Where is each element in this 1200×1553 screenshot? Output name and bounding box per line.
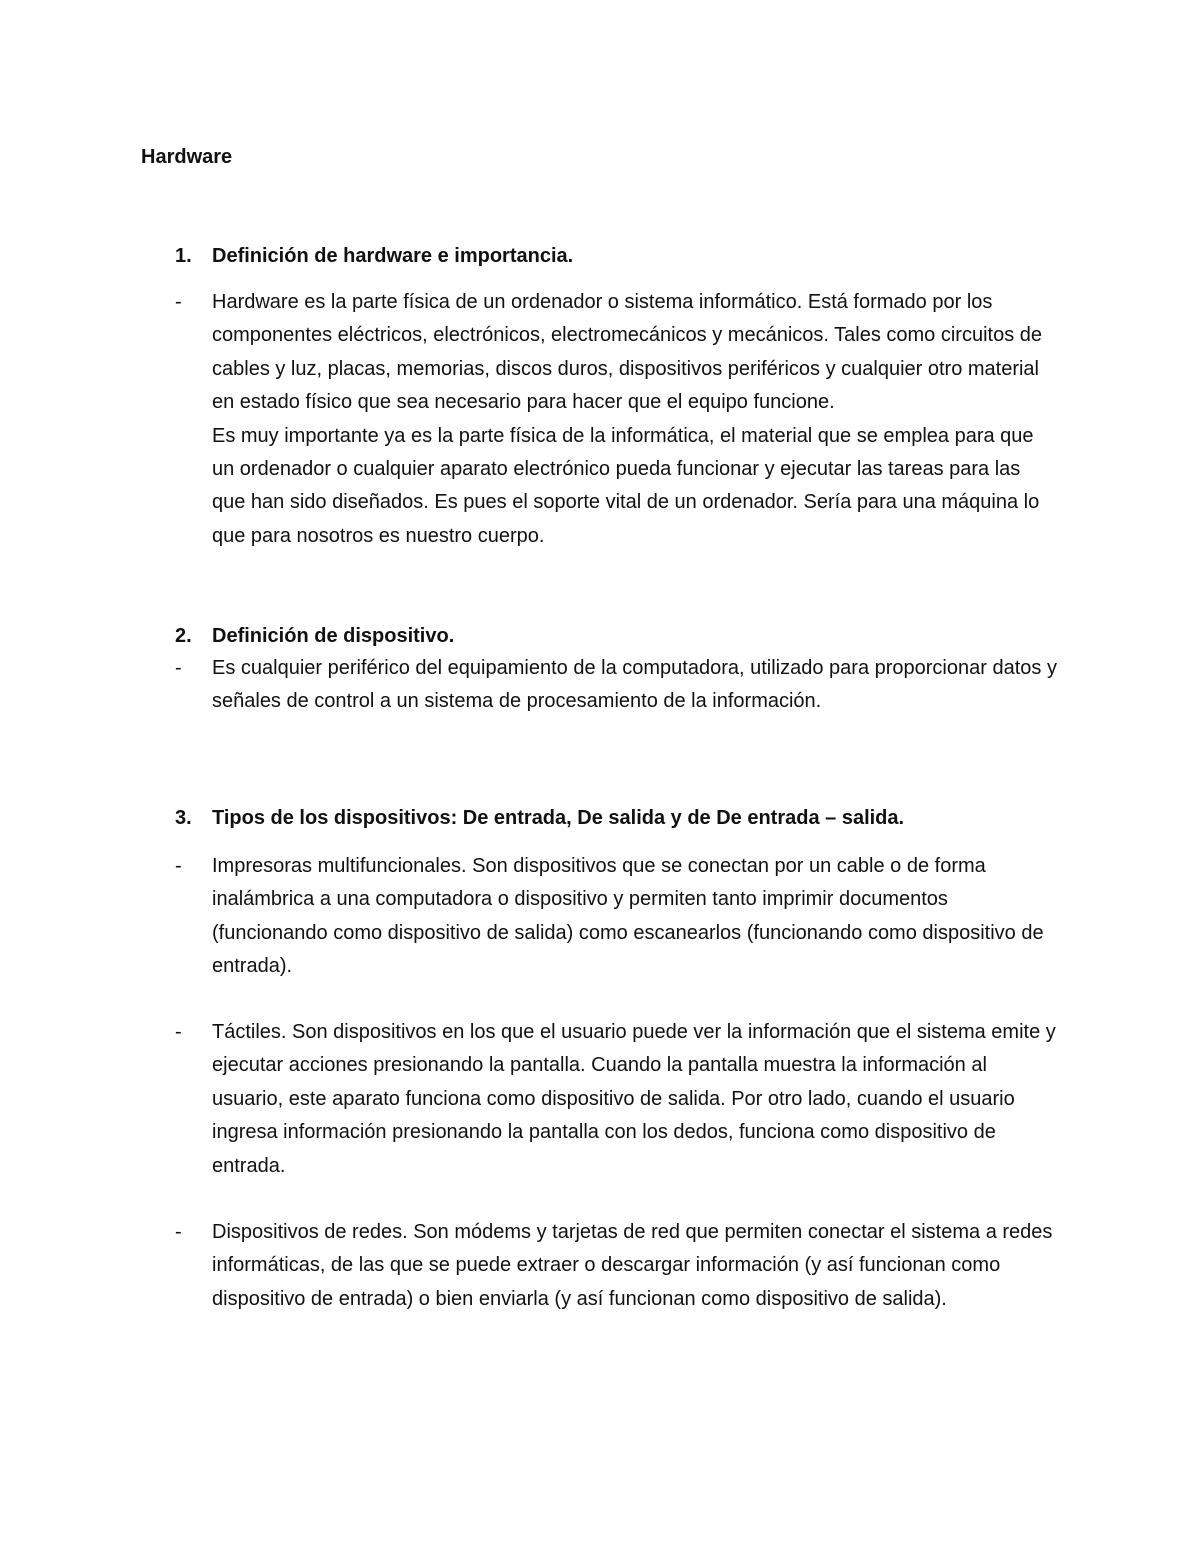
list-item-text (212, 652, 1057, 719)
document-title: Hardware (141, 146, 233, 168)
list-marker: - (175, 1021, 182, 1043)
list-item-text (212, 286, 1057, 553)
list-marker: - (175, 1221, 182, 1243)
paragraph: Dispositivos de redes. Son módems y tarjetas de red que permiten conectar el sistema a redes informáticas, de las que se puede extraer o descargar información (y así funcionan como dispositivo de entrada) o bien enviarla (y así funcionan como dispositivo de salida). (212, 1221, 1053, 1310)
list-item (175, 286, 1075, 553)
list-item-text (212, 1216, 1057, 1316)
list-marker: - (175, 855, 182, 877)
list-item (175, 652, 1075, 719)
list-item (175, 1216, 1075, 1316)
list-marker: - (175, 657, 182, 679)
section-heading-text: Tipos de los dispositivos: De entrada, De salida y de De entrada – salida. (212, 807, 905, 829)
section-number: 3. (175, 807, 192, 829)
paragraph: Es muy importante ya es la parte física de la informática, el material que se emplea para que un ordenador o cualquier aparato electrónico pueda funcionar y ejecutar las tareas para las que han sido diseñados. Es pues el soporte vital de un ordenador. Sería para una máquina lo que para nosotros es nuestro cuerpo. (212, 424, 1040, 547)
section-heading-text: Definición de dispositivo. (212, 625, 455, 647)
section-number: 2. (175, 625, 192, 647)
paragraph: Es cualquier periférico del equipamiento de la computadora, utilizado para proporcionar datos y señales de control a un sistema de procesamiento de la información. (212, 657, 1057, 713)
section-heading-text: Definición de hardware e importancia. (212, 245, 574, 267)
list-marker: - (175, 291, 182, 313)
list-item-text (212, 1016, 1057, 1183)
list-item (175, 1016, 1075, 1183)
list-item (175, 850, 1075, 984)
list-item-text (212, 850, 1057, 984)
section-number: 1. (175, 245, 192, 267)
paragraph: Impresoras multifuncionales. Son dispositivos que se conectan por un cable o de forma inalámbrica a una computadora o dispositivo y permiten tanto imprimir documentos (funcionando como dispositivo de salida) como escanearlos (funcionando como dispositivo de entrada). (212, 855, 1044, 978)
paragraph: Hardware es la parte física de un ordenador o sistema informático. Está formado por los componentes eléctricos, electrónicos, electromecánicos y mecánicos. Tales como circuitos de cables y luz, placas, memorias, discos duros, dispositivos periféricos y cualquier otro material en estado físico que sea necesario para hacer que el equipo funcione. (212, 291, 1042, 414)
paragraph: Táctiles. Son dispositivos en los que el usuario puede ver la información que el sistema emite y ejecutar acciones presionando la pantalla. Cuando la pantalla muestra la información al usuario, este aparato funciona como dispositivo de salida. Por otro lado, cuando el usuario ingresa información presionando la pantalla con los dedos, funciona como dispositivo de entrada. (212, 1021, 1056, 1177)
